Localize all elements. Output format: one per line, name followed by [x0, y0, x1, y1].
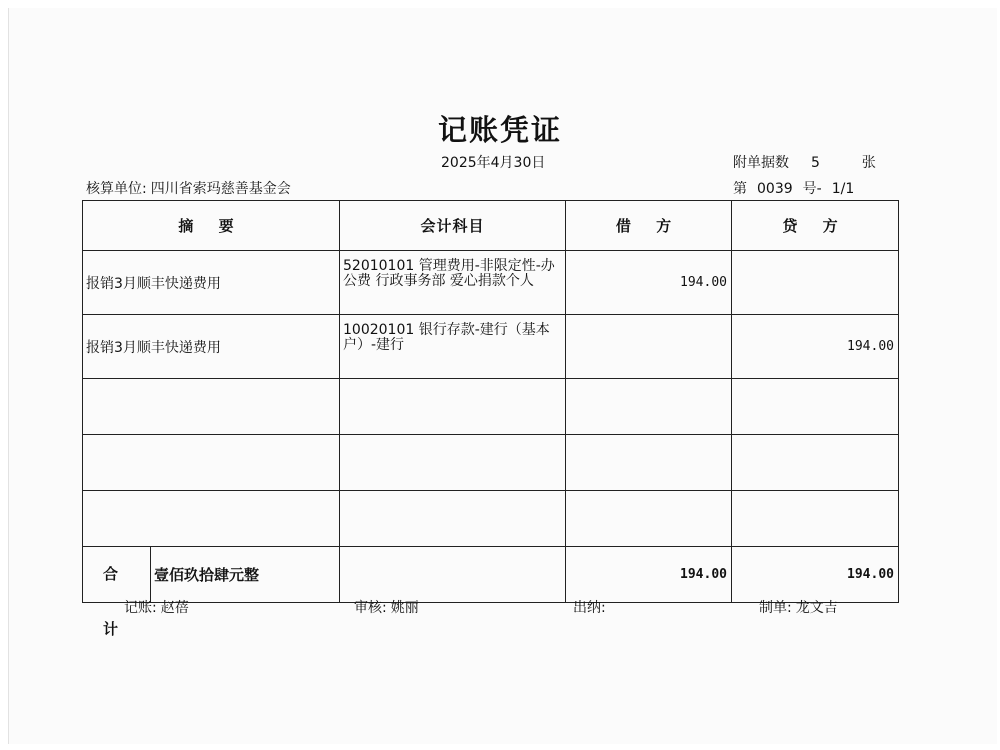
- total-row: [83, 547, 899, 603]
- accounting-unit: [86, 178, 291, 198]
- voucher-prefix: 第: [733, 181, 747, 197]
- attachment-label: 附单据数: [733, 155, 789, 171]
- preparer-label: 制单:: [759, 600, 792, 616]
- voucher-number-value: 0039: [757, 181, 793, 197]
- bookkeeper-name: 赵蓓: [160, 600, 189, 616]
- row-debit: [566, 315, 732, 379]
- auditor-name: 姚丽: [390, 600, 419, 616]
- total-words-cont: [340, 547, 566, 603]
- table-row-empty: [83, 491, 899, 547]
- header-credit: 贷 方: [732, 201, 899, 251]
- voucher-number: [733, 178, 864, 198]
- row-debit: 194.00: [566, 251, 732, 315]
- bookkeeper-label: 记账:: [124, 600, 157, 616]
- total-label: 合 计: [83, 547, 151, 602]
- table-row-empty: [83, 435, 899, 491]
- bookkeeper-signature: [124, 597, 189, 617]
- cashier-label: 出纳:: [573, 600, 606, 616]
- table-row-empty: [83, 379, 899, 435]
- table-header: [83, 201, 899, 251]
- preparer-name: 龙文吉: [795, 600, 838, 616]
- row-account: 10020101 银行存款-建行（基本户）-建行: [340, 315, 566, 379]
- table-row: [83, 251, 899, 315]
- header-debit: 借 方: [566, 201, 732, 251]
- voucher-date: 2025年4月30日: [441, 155, 546, 171]
- auditor-label: 审核:: [354, 600, 387, 616]
- row-summary: 报销3月顺丰快递费用: [83, 315, 340, 379]
- voucher-page: 1/1: [831, 181, 855, 197]
- header-summary: 摘 要: [83, 201, 340, 251]
- header-account: 会计科目: [340, 201, 566, 251]
- row-summary: 报销3月顺丰快递费用: [83, 251, 340, 315]
- total-amount-words: 壹佰玖拾肆元整: [154, 566, 260, 584]
- attachment-count: [733, 152, 876, 172]
- total-debit: 194.00: [566, 547, 732, 603]
- cashier-signature: [573, 597, 606, 617]
- attachment-number: 5: [811, 155, 820, 171]
- unit-name: 四川省索玛慈善基金会: [150, 181, 291, 197]
- auditor-signature: [354, 597, 419, 617]
- row-credit: [732, 251, 899, 315]
- total-credit: 194.00: [732, 547, 899, 603]
- row-credit: 194.00: [732, 315, 899, 379]
- row-account: 52010101 管理费用-非限定性-办公费 行政事务部 爱心捐款个人: [340, 251, 566, 315]
- preparer-signature: [759, 597, 838, 617]
- unit-label: 核算单位:: [86, 181, 147, 197]
- voucher-suffix: 号-: [802, 181, 822, 197]
- voucher-title: 记账凭证: [437, 113, 562, 147]
- attachment-unit: 张: [861, 155, 876, 171]
- table-row: [83, 315, 899, 379]
